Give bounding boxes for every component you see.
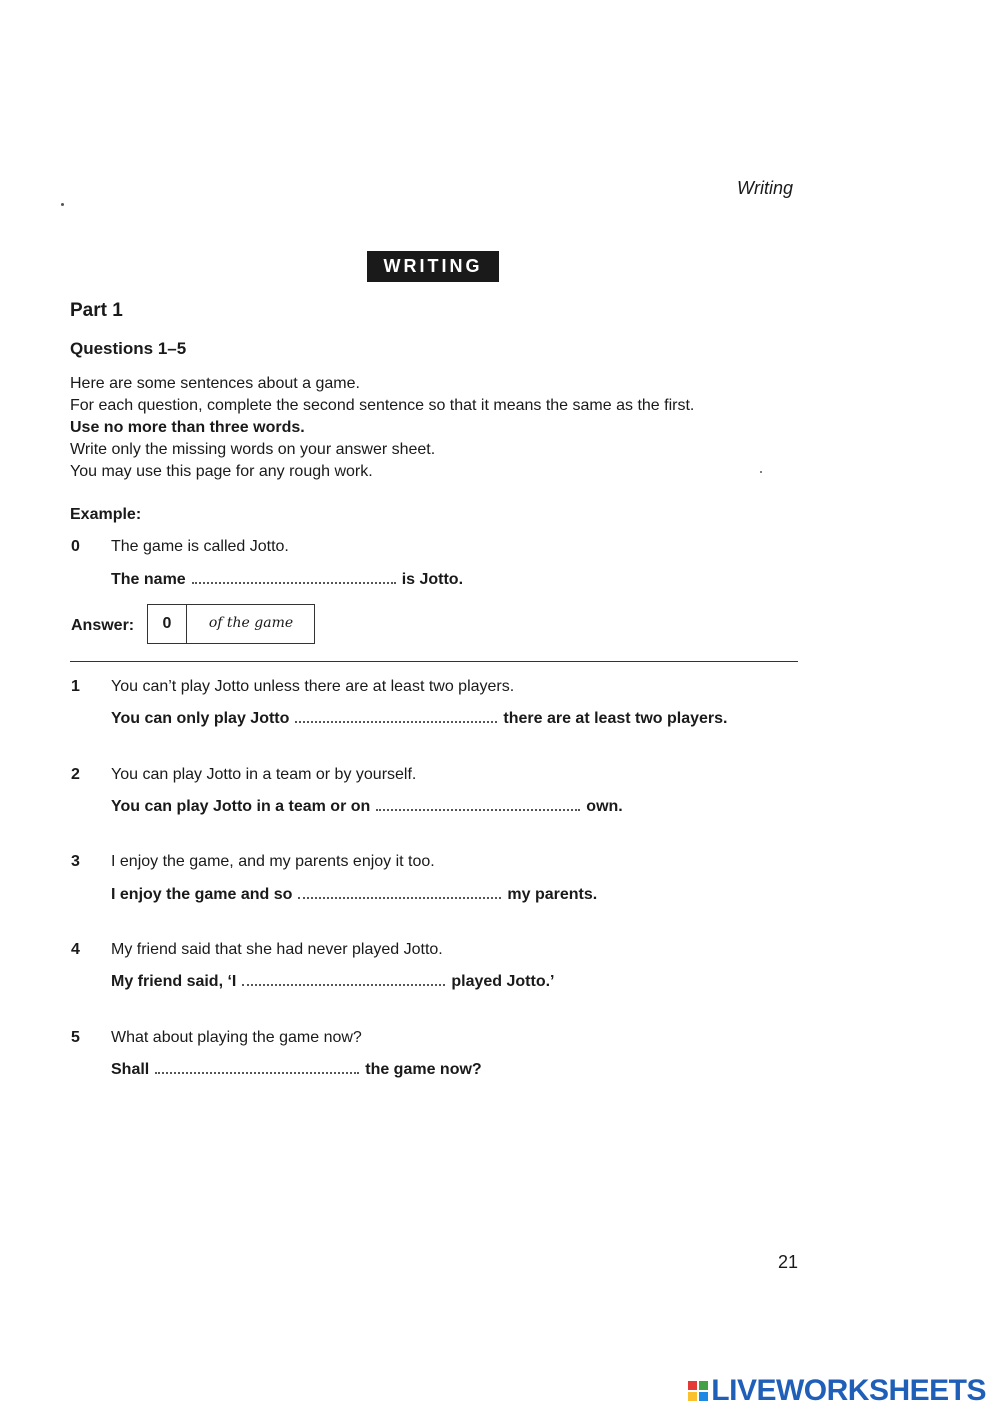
instruction-line-emphasis: Use no more than three words. [70,419,305,436]
instruction-line: For each question, complete the second sentence so that it means the same as the first. [70,397,695,414]
logo-square-yellow [688,1392,697,1401]
question-sentence: You can’t play Jotto unless there are at least two players. [111,678,515,695]
answer-gap[interactable] [295,719,497,723]
question-sentence: I enjoy the game, and my parents enjoy it too. [111,853,435,870]
logo-square-blue [699,1392,708,1401]
logo-square-red [688,1381,697,1390]
instruction-line: You may use this page for any rough work. [70,463,373,480]
question-sentence: What about playing the game now? [111,1029,362,1046]
page-number: 21 [778,1252,799,1272]
question-transform [111,798,623,816]
answer-gap[interactable] [155,1070,359,1074]
example-gap [192,580,396,584]
question-number: 3 [71,853,80,870]
example-number: 0 [71,538,80,555]
instructions [70,373,694,483]
divider-line [70,661,798,662]
scan-speck [760,471,762,473]
running-head: Writing [737,178,794,198]
question-before: You can play Jotto in a team or on [111,798,371,815]
question-before: Shall [111,1061,150,1078]
section-badge: WRITING [367,251,499,282]
question-number: 5 [71,1029,80,1046]
instruction-line: Write only the missing words on your answer sheet. [70,441,436,458]
question-number: 1 [71,678,80,695]
liveworksheets-wordmark: LIVEWORKSHEETS [711,1374,986,1407]
question-number: 4 [71,941,80,958]
example-answer-box [147,604,315,644]
question-sentence: You can play Jotto in a team or by yourself. [111,766,417,783]
question-number: 2 [71,766,80,783]
question-after: there are at least two players. [503,710,728,727]
question-after: the game now? [365,1061,482,1078]
instruction-line: Here are some sentences about a game. [70,375,360,392]
question-before: My friend said, ‘I [111,973,237,990]
question-transform [111,973,554,991]
question-before: I enjoy the game and so [111,886,293,903]
answer-label: Answer: [71,617,135,634]
example-after: is Jotto. [401,571,464,588]
example-label: Example: [70,506,142,523]
example-transform [111,571,463,589]
liveworksheets-logo[interactable] [688,1374,986,1408]
question-transform [111,1061,482,1079]
scan-speck [61,203,64,206]
example-sentence: The game is called Jotto. [111,538,289,555]
questions-range-title: Questions 1–5 [70,339,187,358]
answer-gap[interactable] [376,807,580,811]
example-before: The name [111,571,186,588]
question-transform [111,710,728,728]
question-transform [111,886,597,904]
answer-box-number: 0 [148,605,187,643]
question-after: own. [586,798,623,815]
question-after: played Jotto.’ [451,973,555,990]
part-title: Part 1 [70,300,123,321]
question-sentence: My friend said that she had never played Jotto. [111,941,443,958]
liveworksheets-grid-icon [688,1381,708,1401]
question-before: You can only play Jotto [111,710,290,727]
answer-gap[interactable] [242,982,445,986]
answer-gap[interactable] [298,895,501,899]
logo-square-green [699,1381,708,1390]
answer-box-text: of the game [208,615,294,631]
question-after: my parents. [507,886,598,903]
